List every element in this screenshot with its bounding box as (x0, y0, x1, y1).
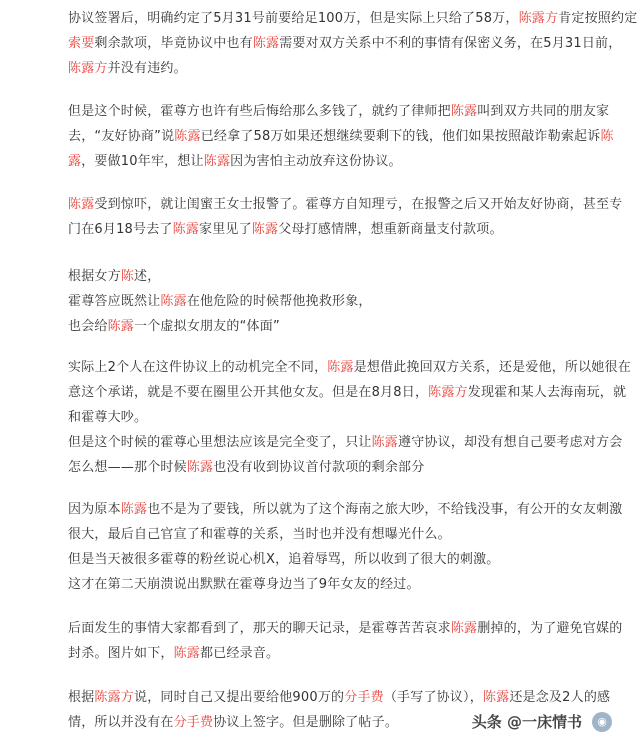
highlighted-text: 陈露 (172, 222, 200, 237)
text-segment: 但是这个时候的霍尊心里想法应该是完全变了，只让 (68, 435, 372, 450)
article-line (68, 645, 279, 663)
text-segment: 家里见了 (199, 222, 252, 237)
text-segment: 并没有违约。 (107, 61, 187, 76)
article-line (68, 221, 503, 239)
highlighted-text: 陈露 (482, 690, 510, 705)
highlighted-text: 陈露 (252, 36, 280, 51)
highlighted-text: 分手费 (344, 690, 384, 705)
text-segment: 也不是为了要钱，所以就为了这个海南之旅大吵，不给钱没事，有公开的女友刺激 (147, 502, 623, 517)
text-segment: 根据 (68, 690, 95, 705)
highlighted-text: 陈露 (68, 197, 95, 212)
text-segment: 很大，最后自己官宣了和霍尊的关系，当时也并没有想曝光什么。 (68, 527, 451, 542)
article-line (68, 153, 402, 171)
highlighted-text: 陈露 (251, 222, 279, 237)
article-line (68, 318, 280, 336)
text-segment: 意这个承诺，就是不要在圈里公开其他女友。但是在8月8日， (68, 385, 429, 400)
article-line (68, 293, 372, 311)
text-segment: 删掉的，为了避免官媒的 (477, 621, 623, 636)
text-segment: 说，同时自己又提出要给他900万的 (134, 690, 345, 705)
text-segment: 还是念及2人的感 (509, 690, 611, 705)
highlighted-text: 陈露方 (428, 385, 468, 400)
watermark-avatar-icon: ◉ (592, 712, 612, 732)
text-segment: 因为原本 (68, 502, 121, 517)
highlighted-text: 陈露 (371, 435, 399, 450)
article-line (68, 359, 631, 377)
highlighted-text: 陈露方 (68, 61, 108, 76)
text-segment: ，要做10年牢，想让 (81, 154, 204, 169)
text-segment: 剩余款项，毕竟协议中也有 (94, 36, 253, 51)
text-segment: 但是当天被很多霍尊的粉丝说心机X，追着辱骂，所以收到了很大的刺激。 (68, 552, 500, 567)
highlighted-text: 陈露 (327, 360, 354, 375)
text-segment: 但是这个时候，霍尊方也许有些后悔给那么多钱了，就约了律师把 (68, 104, 451, 119)
text-segment: 需要对双方关系中不利的事情有保密义务，在5月31日前， (279, 36, 622, 51)
text-segment: 协议上签字。但是删除了帖子。 (213, 715, 399, 730)
article-line (68, 128, 614, 146)
article-line (68, 10, 637, 28)
highlighted-text: 陈露 (174, 129, 201, 144)
article-line (68, 35, 621, 53)
text-segment: （手写了协议）， (383, 690, 483, 705)
highlighted-text: 陈露 (173, 646, 201, 661)
article-line (68, 620, 622, 638)
text-segment: 受到惊吓，就让闺蜜王女士报警了。霍尊方自知理亏，在报警之后又开始友好协商，甚至专 (94, 197, 623, 212)
text-segment: 怎么想——那个时候 (68, 460, 187, 475)
highlighted-text: 陈露方 (518, 11, 559, 26)
text-segment: 封杀。图片如下， (68, 646, 174, 661)
text-segment: 实际上2个人在这件协议上的动机完全不同， (68, 360, 328, 375)
highlighted-text: 陈 (600, 129, 614, 144)
article-line (68, 434, 622, 452)
text-segment: 一个虚拟女朋友的“体面” (134, 319, 280, 334)
text-segment: 根据女方 (68, 269, 121, 284)
article-line (68, 409, 147, 427)
text-segment: 后面发生的事情大家都看到了，那天的聊天记录，是霍尊苦苦哀求 (68, 621, 451, 636)
article-line (68, 576, 420, 594)
highlighted-text: 露 (68, 154, 82, 169)
article-line (68, 459, 424, 477)
watermark (468, 710, 616, 733)
text-segment: 发现霍和某人去海南玩，就 (467, 385, 627, 400)
highlighted-text: 陈露 (107, 319, 135, 334)
article-line (68, 551, 500, 569)
highlighted-text: 陈 (120, 269, 135, 284)
highlighted-text: 陈露方 (94, 690, 135, 705)
text-segment: 父母打感情牌，想重新商量支付款项。 (278, 222, 503, 237)
article-line (68, 501, 622, 519)
highlighted-text: 分手费 (173, 715, 214, 730)
article-line (68, 526, 451, 544)
highlighted-text: 陈露 (160, 294, 187, 309)
highlighted-text: 陈露 (203, 154, 231, 169)
text-segment: 也会给 (68, 319, 108, 334)
text-segment: 因为害怕主动放弃这份协议。 (230, 154, 402, 169)
text-segment: 情，所以并没有在 (68, 715, 174, 730)
article-line (68, 60, 187, 78)
watermark-text: 头条 @一床情书 (471, 713, 582, 731)
article-line (68, 384, 626, 402)
text-segment: 门在6月18号去了 (68, 222, 173, 237)
article-line (68, 196, 622, 214)
text-segment: 协议签署后，明确约定了5月31号前要给足100万，但是实际上只给了58万， (68, 11, 519, 26)
text-segment: 都已经录音。 (200, 646, 280, 661)
text-segment: 肯定按照约定 (558, 11, 638, 26)
text-segment: 霍尊答应既然让 (68, 294, 161, 309)
text-segment: 是想借此挽回双方关系，还是爱他，所以她很在 (353, 360, 631, 375)
text-segment: 已经拿了58万如果还想继续要剩下的钱，他们如果按照敲诈勒索起诉 (200, 129, 601, 144)
text-segment: 和霍尊大吵。 (68, 410, 148, 425)
highlighted-text: 陈露 (450, 621, 478, 636)
article-line (68, 689, 610, 707)
text-segment: 叫到双方共同的朋友家 (477, 104, 610, 119)
text-segment: 去，“友好协商”说 (68, 129, 175, 144)
highlighted-text: 陈露 (450, 104, 478, 119)
text-segment: 也没有收到协议首付款项的剩余部分 (213, 460, 425, 475)
article-line (68, 714, 398, 732)
text-segment: 这才在第二天崩溃说出默默在霍尊身边当了9年女友的经过。 (68, 577, 420, 592)
text-segment: 遵守协议，却没有想自己要考虑对方会 (398, 435, 623, 450)
highlighted-text: 索要 (68, 36, 95, 51)
text-segment: 述， (134, 269, 161, 284)
article-line (68, 103, 609, 121)
highlighted-text: 陈露 (120, 502, 148, 517)
article-line (68, 268, 160, 286)
text-segment: 在他危险的时候帮他挽救形象， (186, 294, 372, 309)
highlighted-text: 陈露 (186, 460, 214, 475)
